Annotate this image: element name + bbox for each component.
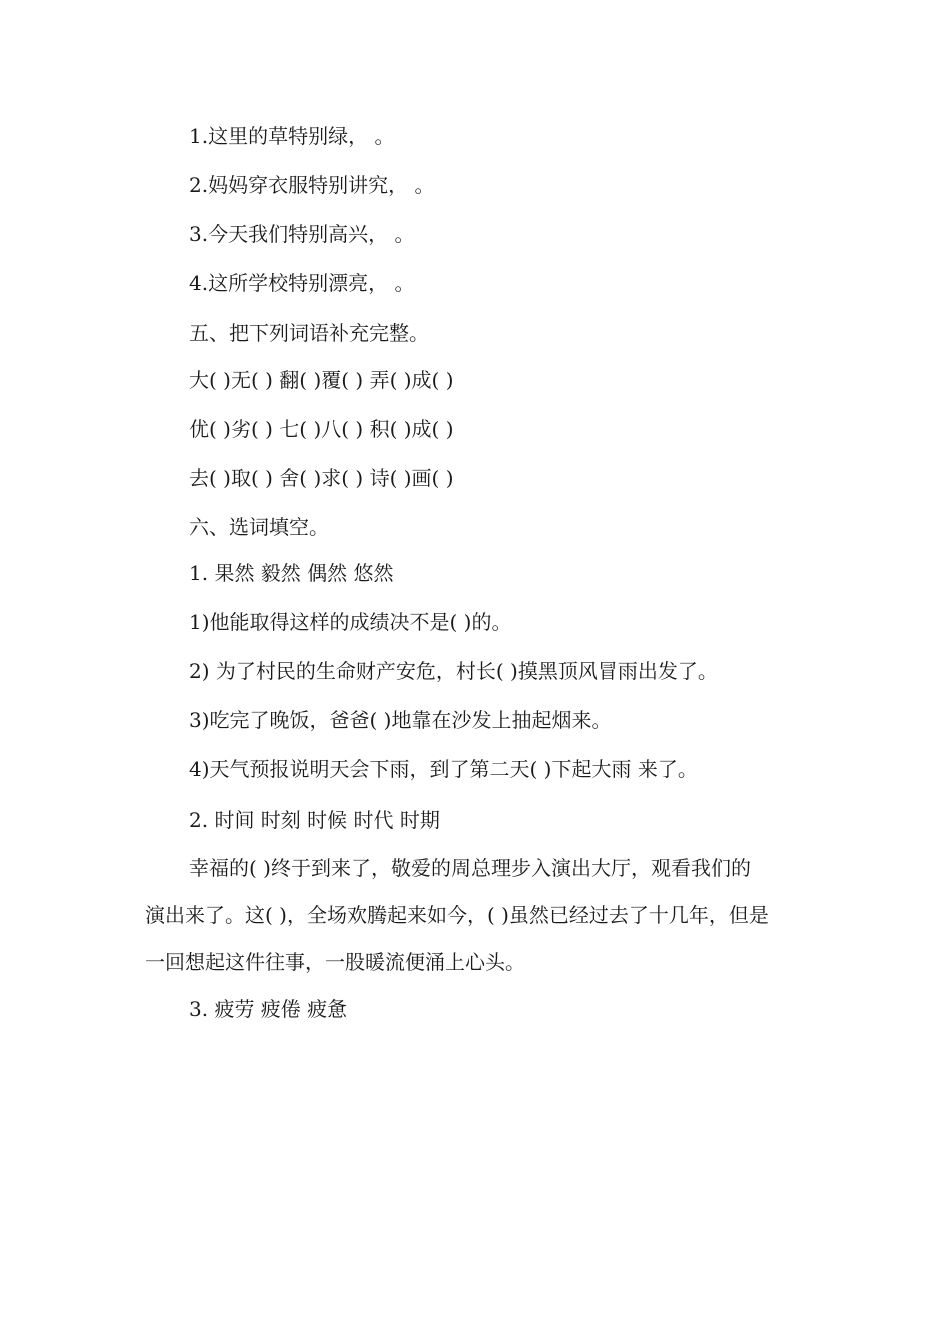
paragraph-line-3: 一回想起这件往事，一股暖流便涌上心头。 bbox=[145, 950, 525, 974]
sentence-1: 1.这里的草特别绿， 。 bbox=[189, 124, 395, 148]
section-six-heading: 六、选词填空。 bbox=[189, 515, 329, 539]
idiom-row-3: 去( )取( ) 舍( )求( ) 诗( )画( ) bbox=[189, 466, 454, 490]
paragraph-line-2: 演出来了。这( )，全场欢腾起来如今，( )虽然已经过去了十几年，但是 bbox=[145, 903, 769, 927]
question-1-3: 3)吃完了晚饭，爸爸( )地靠在沙发上抽起烟来。 bbox=[189, 708, 612, 732]
word-group-2: 2. 时间 时刻 时候 时代 时期 bbox=[189, 808, 440, 832]
fill-in-paragraph bbox=[145, 845, 815, 986]
question-1-2: 2) 为了村民的生命财产安危，村长( )摸黑顶风冒雨出发了。 bbox=[189, 659, 718, 683]
sentence-2: 2.妈妈穿衣服特别讲究， 。 bbox=[189, 173, 435, 197]
question-1-1: 1)他能取得这样的成绩决不是( )的。 bbox=[189, 610, 512, 634]
section-five-heading: 五、把下列词语补充完整。 bbox=[189, 321, 429, 345]
word-group-1: 1. 果然 毅然 偶然 悠然 bbox=[189, 561, 394, 585]
sentence-3: 3.今天我们特别高兴， 。 bbox=[189, 222, 415, 246]
sentence-4: 4.这所学校特别漂亮， 。 bbox=[189, 271, 415, 295]
word-group-3: 3. 疲劳 疲倦 疲惫 bbox=[189, 997, 348, 1021]
paragraph-line-1: 幸福的( )终于到来了，敬爱的周总理步入演出大厅，观看我们的 bbox=[189, 856, 751, 880]
idiom-row-1: 大( )无( ) 翻( )覆( ) 弄( )成( ) bbox=[189, 368, 454, 392]
idiom-row-2: 优( )劣( ) 七( )八( ) 积( )成( ) bbox=[189, 417, 454, 441]
question-1-4: 4)天气预报说明天会下雨，到了第二天( )下起大雨 来了。 bbox=[189, 757, 698, 781]
